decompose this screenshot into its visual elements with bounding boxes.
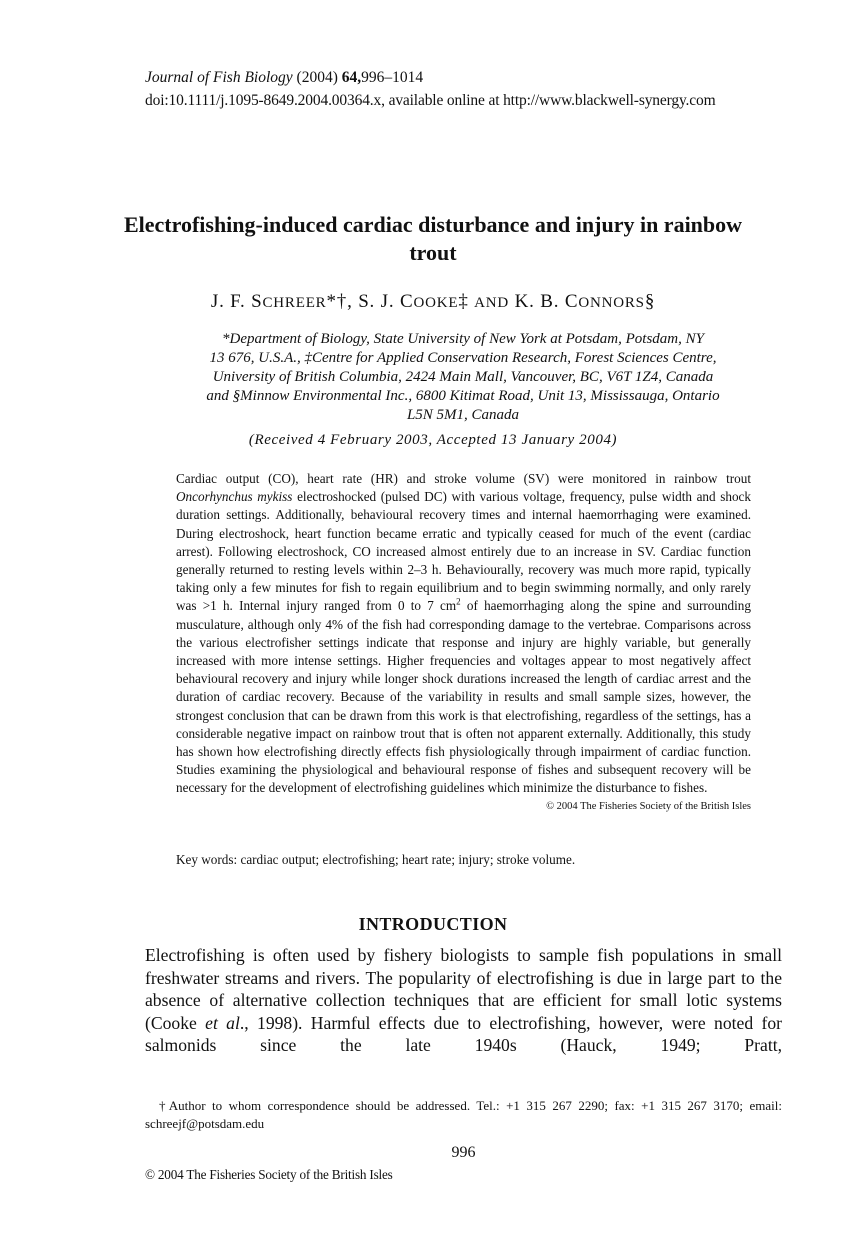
introduction-paragraph: Electrofishing is often used by fishery biologists to sample fish populations in small freshwater streams and rivers. The popularity of electrofishing is due in large part to the absence of alternative collection techniques that are efficient for small lotic systems (Cooke et al., 1998). Harmful effects due to electrofishing, however, were noted for salmonids since the late 1940s (Hauck, 1949; Pratt, — [145, 945, 782, 1055]
page-number: 996 — [451, 1144, 476, 1161]
species-name: Oncorhynchus mykiss — [176, 489, 293, 505]
abstract: Cardiac output (CO), heart rate (HR) and stroke volume (SV) were monitored in rainbow trout Oncorhynchus mykiss electroshocked (pulsed DC) with various voltage, frequency, pulse width and shock duration settings. Additionally, behavioural recovery times and internal haemorrhaging were examined. During electroshock, heart function became erratic and typically ceased for much of the event (cardiac arrest). Following electroshock, CO increased almost entirely due to an increase in SV. Cardiac function generally returned to resting levels within 2–3 h. Behaviourally, recovery was much more rapid, typically taking only a few minutes for fish to regain equilibrium and to begin swimming normally, and only rarely was >1 h. Internal injury ranged from 0 to 7 $cm^2$ of haemorrhaging along the spine and surrounding musculature, although only 4% of the fish had corresponding damage to the vertebrae. Comparisons across the various electrofisher settings indicate that response and injury are highly variable, but generally increased with more intense settings. Higher frequencies and voltages appear to most negatively affect behavioural recovery and injury while longer shock durations increased the length of cardiac arrest and the duration of cardiac recovery. Because of the variability in results and small sample sizes, however, the strongest conclusion that can be drawn from this work is that electrofishing, regardless of the settings, has a considerable negative impact on rainbow trout that is often not apparent externally. Additionally, this study has shown how electrofishing directly effects fish physiologically through impairment of cardiac function. Studies examining the physiological and behavioural response of fishes and subsequent recovery will be necessary for the development of electrofishing guidelines which minimize the disturbance to fishes. © 2004 The Fisheries Society of the British Isles — [176, 470, 751, 816]
article-title: Electrofishing-induced cardiac disturbance and injury in rainbow trout — [123, 212, 743, 265]
footer-copyright: © 2004 The Fisheries Society of the British Isles — [145, 1167, 393, 1182]
author-list — [120, 290, 746, 315]
affiliation-line: 13 676, U.S.A., ‡Centre for Applied Conservation Research, Forest Sciences Centre, — [209, 350, 717, 366]
author-2: S. J. COOKE‡ — [358, 291, 475, 312]
journal-pages: 996–1014 — [361, 69, 424, 86]
keywords: Key words: cardiac output; electrofishing; heart rate; injury; stroke volume. — [176, 852, 576, 867]
affiliation-line: L5N 5M1, Canada — [406, 407, 520, 423]
affiliation-line: *Department of Biology, State University of New York at Potsdam, Potsdam, NY — [222, 331, 704, 347]
journal-name: Journal of Fish Biology — [145, 69, 293, 86]
affiliation-line: University of British Columbia, 2424 Main Mall, Vancouver, BC, V6T 1Z4, Canada — [212, 369, 714, 385]
journal-volume: 64, — [341, 69, 362, 86]
received-dates: (Received 4 February 2003, Accepted 13 January 2004) — [248, 432, 618, 448]
affiliations — [176, 330, 750, 425]
journal-citation — [145, 68, 423, 88]
section-heading: INTRODUCTION — [358, 914, 508, 934]
author-1: J. F. SCHREER*†, — [210, 291, 359, 312]
journal-year: (2004) — [296, 69, 338, 86]
footnote: †Author to whom correspondence should be addressed. Tel.: +1 315 267 2290; fax: +1 315 267 3170; email: schreejf@potsdam.edu — [145, 1098, 782, 1131]
author-3: K. B. CONNORS§ — [514, 291, 656, 312]
doi-line: doi:10.1111/j.1095-8649.2004.00364.x, available online at http://www.blackwell-synergy.com — [145, 92, 716, 109]
affiliation-line: and §Minnow Environmental Inc., 6800 Kitimat Road, Unit 13, Mississauga, Ontario — [206, 388, 720, 404]
author-conjunction: AND — [474, 295, 510, 311]
abstract-copyright: © 2004 The Fisheries Society of the British Isles — [546, 800, 751, 812]
